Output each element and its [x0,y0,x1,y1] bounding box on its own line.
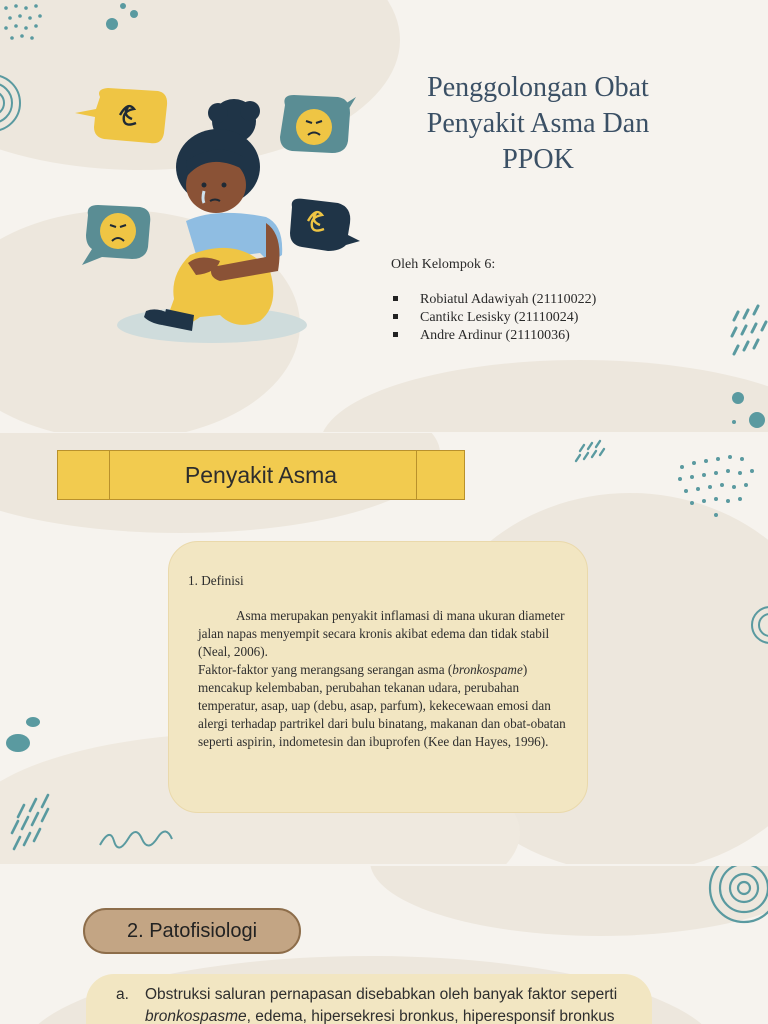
definition-card [168,541,588,813]
title-slide [0,0,768,432]
pathophysiology-card [86,974,652,1024]
definition-paragraph [198,607,568,661]
item-text: Obstruksi saluran pernapasan disebabkan oleh banyak faktor seperti [145,986,618,1003]
section-banner [57,450,465,500]
italic-term: bronkospasme [145,1008,247,1024]
bullet-icon [393,332,398,337]
bullet-icon [393,314,398,319]
dots-decoration-icon [726,388,768,432]
list-item [391,327,596,345]
sad-girl-illustration-icon [70,85,370,350]
bullet-icon [393,296,398,301]
section-title: Penyakit Asma [184,462,338,488]
title-line: Penggolongan Obat [427,72,649,103]
list-item [391,309,596,327]
title-line: Penyakit Asma Dan [426,108,650,139]
italic-term: bronkospame [452,662,523,677]
paragraph-text: Asma merupakan penyakit inflamasi di mana ukuran diameter jalan napas menyempit secara kronis akibat edema dan tidak stabil (Neal, 2006). [198,608,565,659]
definition-paragraph [198,661,568,751]
paragraph-text: Faktor-faktor yang merangsang serangan asma ( [198,662,453,677]
title-line: PPOK [502,144,574,175]
background-blob [320,360,768,432]
group-byline: Oleh Kelompok 6: [391,257,496,272]
dashes-decoration-icon [724,300,768,370]
list-item [391,291,596,309]
list-item-text [145,984,645,1024]
definition-heading: 1. Definisi [188,573,244,588]
pathophysiology-slide [0,866,768,1024]
paragraph-text: ) mencakup kelembaban, perubahan tekanan udara, perubahan temperatur, asap, uap (debu, asap, parfum), kekecewaan emosi dan alergi terhadap partrikel dari bulu binatang, makanan dan obat-obatan seperti aspirin, indometesin dan ibuprofen (Kee dan Hayes, 1996). [198,662,566,749]
definition-slide [0,433,768,864]
member-name: Robiatul Adawiyah (21110022) [420,292,597,307]
leaf-decoration-icon [0,713,190,864]
concentric-circle-icon [0,72,22,134]
member-name: Cantikc Lesisky (21110024) [420,310,579,325]
dots-decoration-icon [0,0,140,70]
dots-decoration-icon [570,433,768,523]
item-text: , edema, hipersekresi bronkus, hiperesponsif bronkus [246,1008,615,1024]
member-list [391,291,596,345]
definition-body [198,607,568,751]
section-heading-pill: 2. Patofisiologi [83,908,301,954]
concentric-circle-icon [748,603,768,647]
concentric-circle-icon [700,866,768,938]
member-name: Andre Ardinur (21110036) [420,328,570,343]
list-marker: a. [116,986,129,1003]
presentation-title [400,70,676,178]
